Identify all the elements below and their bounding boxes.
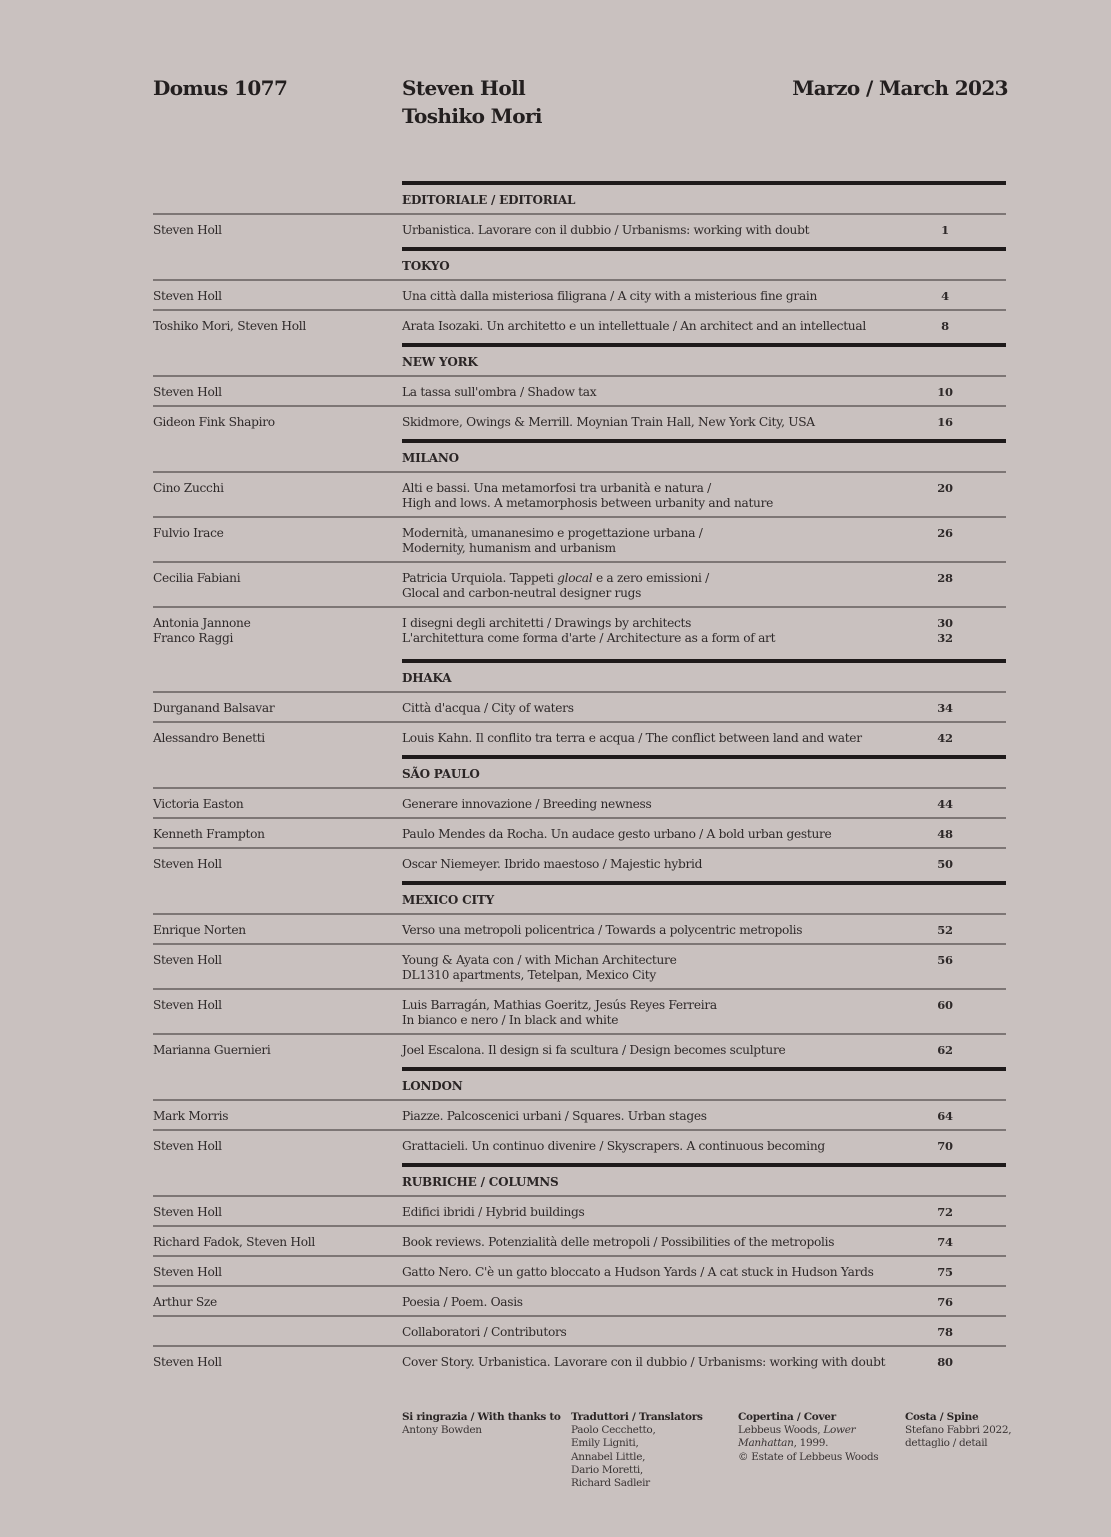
entry-author: Steven Holl <box>153 1265 222 1279</box>
entry-page-number: 64 <box>937 1109 953 1123</box>
section-rule <box>402 659 1006 663</box>
entry-rule <box>153 988 1006 990</box>
section-heading: MEXICO CITY <box>402 893 494 907</box>
entry-page-number: 75 <box>937 1265 953 1279</box>
entry-title: Skidmore, Owings & Merrill. Moynian Train Hall, New York City, USA <box>402 415 815 429</box>
entry-rule <box>153 279 1006 281</box>
entry-title: Cover Story. Urbanistica. Lavorare con il dubbio / Urbanisms: working with doubt <box>402 1355 886 1369</box>
entry-author: Antonia Jannone <box>153 616 251 630</box>
entry-page-number: 80 <box>937 1355 953 1369</box>
entry-title: Joel Escalona. Il design si fa scultura / Design becomes sculpture <box>402 1043 786 1057</box>
section-rule <box>402 439 1006 443</box>
entry-rule <box>153 375 1006 377</box>
section-heading: EDITORIALE / EDITORIAL <box>402 193 576 207</box>
section-rule <box>402 1067 1006 1071</box>
entry-author: Durganand Balsavar <box>153 701 275 715</box>
entry-page-number: 52 <box>937 923 953 937</box>
entry-title: Glocal and carbon-neutral designer rugs <box>402 586 642 600</box>
entry-rule <box>153 606 1006 608</box>
entry-title: Grattacieli. Un continuo divenire / Skyscrapers. A continuous becoming <box>402 1139 825 1153</box>
entry-title: Una città dalla misteriosa filigrana / A city with a misterious fine grain <box>402 289 818 303</box>
entry-title: Louis Kahn. Il conflito tra terra e acqua / The conflict between land and water <box>402 731 862 745</box>
entry-rule <box>153 943 1006 945</box>
entry-page-number: 1 <box>941 223 949 237</box>
entry-author: Mark Morris <box>153 1109 229 1123</box>
entry-title: I disegni degli architetti / Drawings by architects <box>402 616 692 630</box>
entry-rule <box>153 1129 1006 1131</box>
issue-date: Marzo / March 2023 <box>792 76 1008 100</box>
entry-rule <box>153 405 1006 407</box>
entry-author: Steven Holl <box>153 223 222 237</box>
entry-rule <box>153 1195 1006 1197</box>
entry-author: Gideon Fink Shapiro <box>153 415 275 429</box>
section-heading: SÃO PAULO <box>402 767 480 781</box>
entry-author: Marianna Guernieri <box>153 1043 271 1057</box>
entry-page-number: 48 <box>937 827 953 841</box>
entry-page-number: 76 <box>937 1295 953 1309</box>
entry-title: Città d'acqua / City of waters <box>402 701 574 715</box>
entry-author: Cecilia Fabiani <box>153 571 241 585</box>
entry-title: Piazze. Palcoscenici urbani / Squares. Urban stages <box>402 1109 707 1123</box>
credit-line: Emily Ligniti, <box>571 1437 639 1450</box>
entry-page-number: 50 <box>937 857 953 871</box>
entry-page-number: 78 <box>937 1325 953 1339</box>
guest-editors <box>402 74 542 130</box>
entry-title: Poesia / Poem. Oasis <box>402 1295 523 1309</box>
entry-rule <box>153 1255 1006 1257</box>
entry-title: Verso una metropoli policentrica / Towards a polycentric metropolis <box>402 923 803 937</box>
entry-author: Alessandro Benetti <box>153 731 265 745</box>
entry-title: La tassa sull'ombra / Shadow tax <box>402 385 597 399</box>
entry-page-number: 56 <box>937 953 953 967</box>
entry-rule <box>153 691 1006 693</box>
guest-editor: Steven Holl <box>402 76 526 100</box>
entry-rule <box>153 561 1006 563</box>
entry-author: Kenneth Frampton <box>153 827 265 841</box>
entry-rule <box>153 1225 1006 1227</box>
entry-page-number: 28 <box>937 571 953 585</box>
entry-title: Luis Barragán, Mathias Goeritz, Jesús Reyes Ferreira <box>402 998 717 1012</box>
entry-page-number: 26 <box>937 526 953 540</box>
entry-author: Steven Holl <box>153 1355 222 1369</box>
entry-page-number: 8 <box>941 319 949 333</box>
section-heading: LONDON <box>402 1079 463 1093</box>
entry-author: Steven Holl <box>153 953 222 967</box>
credit-line: Lebbeus Woods, Lower <box>738 1424 856 1437</box>
entry-title: Collaboratori / Contributors <box>402 1325 567 1339</box>
entry-rule <box>153 1285 1006 1287</box>
credit-line: Antony Bowden <box>402 1424 482 1437</box>
entry-page-number: 34 <box>937 701 953 715</box>
entry-author: Steven Holl <box>153 289 222 303</box>
section-rule <box>402 1163 1006 1167</box>
entry-author: Steven Holl <box>153 1205 222 1219</box>
entry-title: Generare innovazione / Breeding newness <box>402 797 652 811</box>
entry-page-number: 32 <box>937 631 953 645</box>
section-heading: NEW YORK <box>402 355 478 369</box>
credit-line: Dario Moretti, <box>571 1463 643 1476</box>
entry-title: In bianco e nero / In black and white <box>402 1013 619 1027</box>
entry-page-number: 42 <box>937 731 953 745</box>
entry-page-number: 44 <box>937 797 953 811</box>
section-heading: DHAKA <box>402 671 452 685</box>
entry-author: Fulvio Irace <box>153 526 224 540</box>
entry-author: Cino Zucchi <box>153 481 224 495</box>
entry-page-number: 20 <box>937 481 953 495</box>
entry-title: Alti e bassi. Una metamorfosi tra urbanità e natura / <box>402 481 711 495</box>
credit-line: Stefano Fabbri 2022, <box>905 1424 1012 1437</box>
entry-author: Richard Fadok, Steven Holl <box>153 1235 315 1249</box>
entry-rule <box>153 817 1006 819</box>
credit-block <box>402 1411 561 1437</box>
credit-line: Richard Sadleir <box>571 1477 650 1490</box>
entry-rule <box>153 913 1006 915</box>
entry-page-number: 60 <box>937 998 953 1012</box>
entry-rule <box>153 1345 1006 1347</box>
entry-rule <box>153 787 1006 789</box>
guest-editor: Toshiko Mori <box>402 104 542 128</box>
entry-title: Book reviews. Potenzialità delle metropoli / Possibilities of the metropolis <box>402 1235 835 1249</box>
credit-heading: Copertina / Cover <box>738 1411 836 1423</box>
entry-title: Arata Isozaki. Un architetto e un intellettuale / An architect and an intellectual <box>402 319 866 333</box>
entry-title: DL1310 apartments, Tetelpan, Mexico City <box>402 968 656 982</box>
entry-page-number: 4 <box>941 289 949 303</box>
entry-title: High and lows. A metamorphosis between urbanity and nature <box>402 496 774 510</box>
entry-title: Young & Ayata con / with Michan Architecture <box>402 953 677 967</box>
entry-rule <box>153 847 1006 849</box>
entry-author: Steven Holl <box>153 998 222 1012</box>
section-rule <box>402 755 1006 759</box>
entry-rule <box>153 516 1006 518</box>
italic-term: glocal <box>557 571 593 585</box>
entry-title: L'architettura come forma d'arte / Architecture as a form of art <box>402 631 776 645</box>
entry-author: Steven Holl <box>153 1139 222 1153</box>
credit-line: © Estate of Lebbeus Woods <box>738 1450 879 1463</box>
entry-title: Edifici ibridi / Hybrid buildings <box>402 1205 585 1219</box>
section-heading: TOKYO <box>402 259 450 273</box>
entry-title: Paulo Mendes da Rocha. Un audace gesto urbano / A bold urban gesture <box>402 827 832 841</box>
entry-page-number: 72 <box>937 1205 953 1219</box>
entry-rule <box>153 1315 1006 1317</box>
entry-page-number: 10 <box>937 385 953 399</box>
section-rule <box>402 181 1006 185</box>
entry-author: Victoria Easton <box>153 797 244 811</box>
entry-author: Toshiko Mori, Steven Holl <box>153 319 306 333</box>
entry-title: Modernità, umananesimo e progettazione urbana / <box>402 526 703 540</box>
entry-author: Franco Raggi <box>153 631 234 645</box>
entry-page-number: 30 <box>937 616 953 630</box>
credit-heading: Traduttori / Translators <box>571 1411 703 1423</box>
entry-page-number: 62 <box>937 1043 953 1057</box>
section-rule <box>402 881 1006 885</box>
section-heading: RUBRICHE / COLUMNS <box>402 1175 559 1189</box>
entry-title: Urbanistica. Lavorare con il dubbio / Urbanisms: working with doubt <box>402 223 810 237</box>
entry-page-number: 16 <box>937 415 953 429</box>
entry-rule <box>153 471 1006 473</box>
credit-line: Paolo Cecchetto, <box>571 1424 656 1437</box>
entry-page-number: 70 <box>937 1139 953 1153</box>
entry-author: Arthur Sze <box>153 1295 217 1309</box>
credit-line: Annabel Little, <box>571 1450 646 1463</box>
entry-title: Gatto Nero. C'è un gatto bloccato a Hudson Yards / A cat stuck in Hudson Yards <box>402 1265 874 1279</box>
section-heading: MILANO <box>402 451 459 465</box>
entry-rule <box>153 1033 1006 1035</box>
entry-rule <box>153 721 1006 723</box>
credit-block <box>571 1411 703 1490</box>
credit-line: dettaglio / detail <box>905 1437 988 1450</box>
credit-heading: Costa / Spine <box>905 1411 979 1423</box>
issue-number: Domus 1077 <box>153 76 288 100</box>
section-rule <box>402 247 1006 251</box>
section-rule <box>402 343 1006 347</box>
entry-author: Enrique Norten <box>153 923 246 937</box>
credit-block <box>738 1411 878 1464</box>
entry-title: Oscar Niemeyer. Ibrido maestoso / Majestic hybrid <box>402 857 703 871</box>
entry-author: Steven Holl <box>153 857 222 871</box>
entry-rule <box>153 213 1006 215</box>
entry-rule <box>153 1099 1006 1101</box>
entry-title: Modernity, humanism and urbanism <box>402 541 616 555</box>
credit-heading: Si ringrazia / With thanks to <box>402 1411 561 1423</box>
credit-block <box>905 1411 1011 1451</box>
entry-page-number: 74 <box>937 1235 953 1249</box>
entry-rule <box>153 309 1006 311</box>
entry-title: Patricia Urquiola. Tappeti glocal e a zero emissioni / <box>402 571 709 585</box>
entry-author: Steven Holl <box>153 385 222 399</box>
credit-line: Manhattan, 1999. <box>738 1437 829 1450</box>
